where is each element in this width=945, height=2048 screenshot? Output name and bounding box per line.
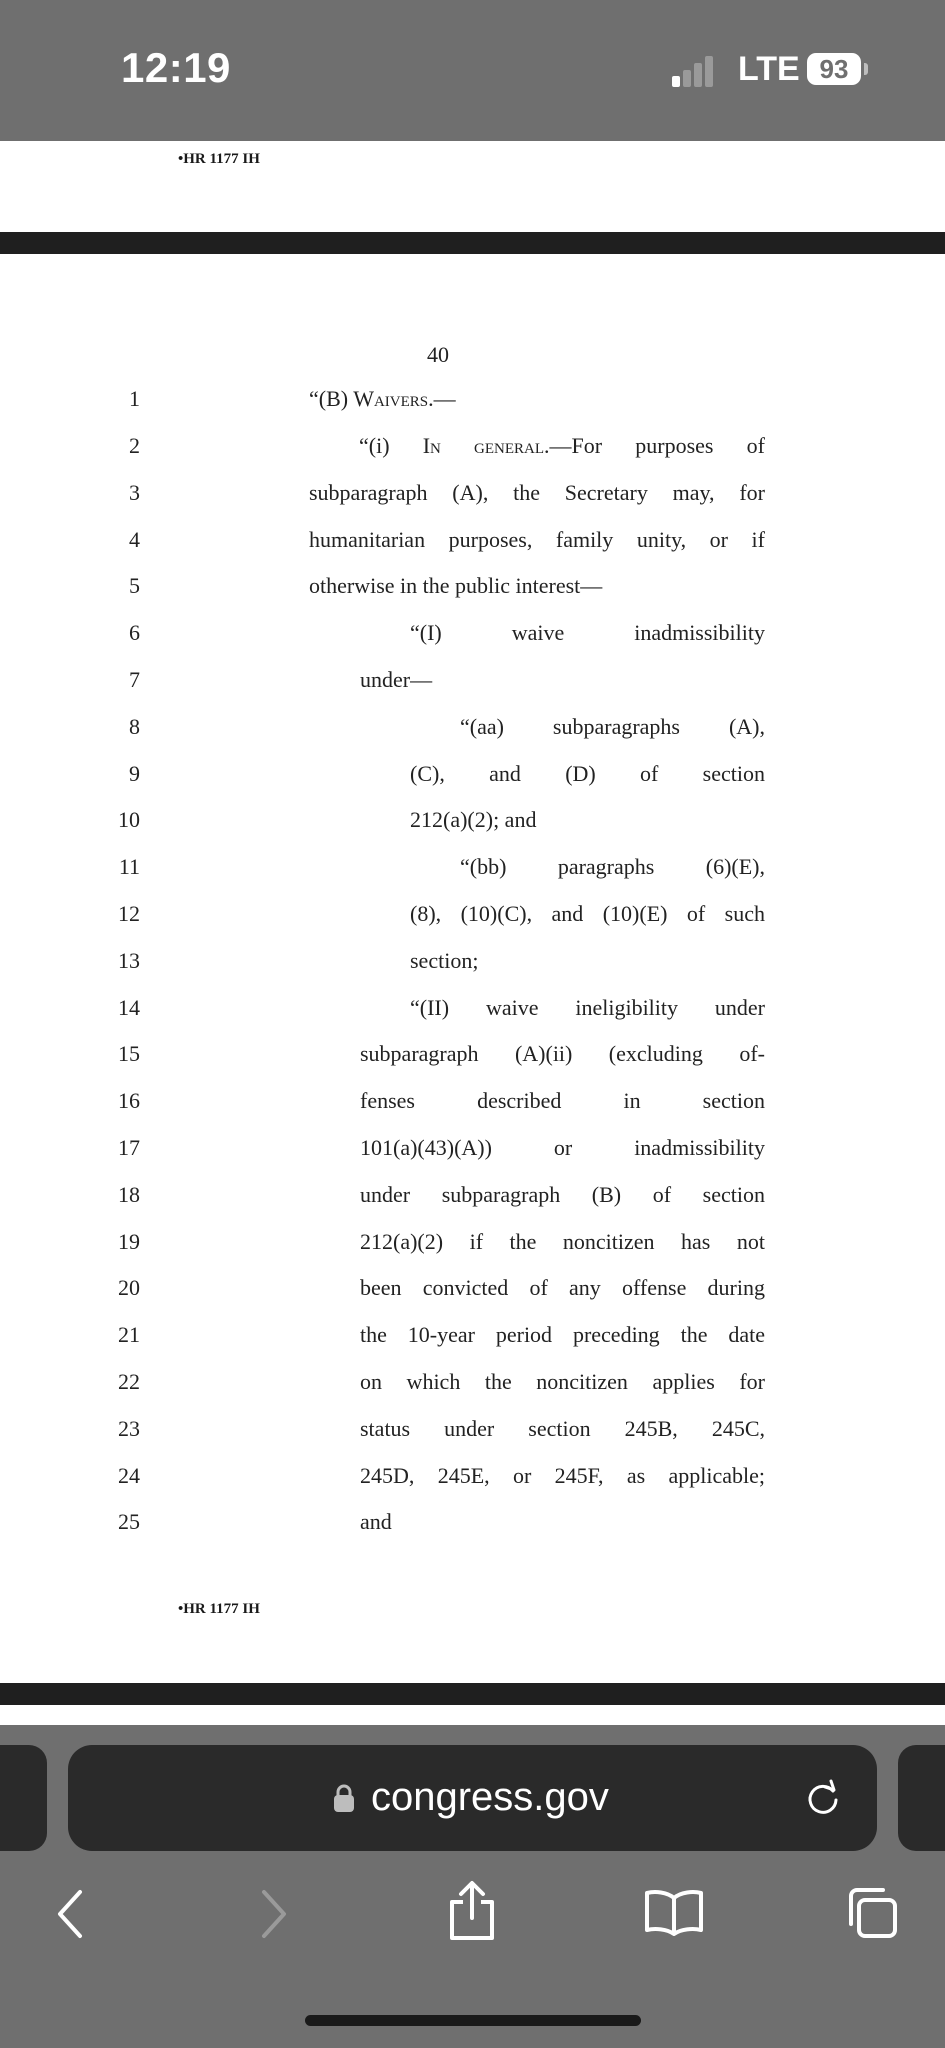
text-line: on which the noncitizen applies for [360,1369,765,1394]
line-number: 18 [118,1182,140,1207]
status-time: 12:19 [121,44,231,91]
line-number: 8 [129,714,140,739]
line-number: 10 [118,807,140,832]
text-line: 245D, 245E, or 245F, as applicable; [360,1463,765,1488]
text-line: subparagraph (A)(ii) (excluding of- [360,1041,765,1066]
line-number: 21 [118,1322,140,1347]
text-line: “(I) waive inadmissibility [410,620,765,645]
page-separator [0,1683,945,1705]
text-line: “(II) waive ineligibility under [410,995,765,1020]
page-header-label: •HR 1177 IH [178,151,260,167]
line-number: 15 [118,1041,140,1066]
line-number: 2 [129,433,140,458]
lock-icon [333,1783,355,1813]
line-number: 17 [118,1135,140,1160]
text-line: fenses described in section [360,1088,765,1113]
text-line: “(i) In general.—For purposes of [359,433,765,458]
page-footer-label: •HR 1177 IH [178,1601,260,1617]
line-number: 16 [118,1088,140,1113]
line-number: 3 [129,480,140,505]
text-line: “(aa) subparagraphs (A), [460,714,765,739]
text-line: (8), (10)(C), and (10)(E) of such [410,901,765,926]
share-icon[interactable] [446,1880,498,1942]
text-line: subparagraph (A), the Secretary may, for [309,480,765,505]
status-bar [0,0,945,141]
battery-level: 93 [819,54,849,84]
tabs-icon[interactable] [843,1884,901,1942]
text-line: the 10-year period preceding the date [360,1322,765,1347]
next-tab-preview[interactable] [898,1745,945,1851]
line-number: 25 [118,1509,140,1534]
forward-icon[interactable] [256,1888,292,1940]
line-number: 13 [118,948,140,973]
line-number: 7 [129,667,140,692]
url-text[interactable]: congress.gov [371,1775,609,1819]
line-number: 20 [118,1275,140,1300]
line-number: 12 [118,901,140,926]
line-number: 4 [129,527,140,552]
reload-icon[interactable] [803,1778,843,1818]
battery-icon [807,53,861,85]
page-number: 40 [427,342,449,367]
line-number: 14 [118,995,140,1020]
text-line: and [360,1509,392,1534]
network-type: LTE [738,50,800,88]
text-line: otherwise in the public interest— [309,573,603,598]
text-line: status under section 245B, 245C, [360,1416,765,1441]
text-line: section; [410,948,479,973]
line-number: 9 [129,761,140,786]
text-line: been convicted of any offense during [360,1275,765,1300]
text-line: 212(a)(2) if the noncitizen has not [360,1229,765,1254]
page-separator [0,232,945,254]
back-icon[interactable] [52,1888,88,1940]
text-line: under— [360,667,433,692]
text-line: (C), and (D) of section [410,761,765,786]
cellular-signal-icon [672,55,722,87]
previous-tab-preview[interactable] [0,1745,47,1851]
text-line: humanitarian purposes, family unity, or if [309,527,765,552]
line-number: 1 [129,386,140,411]
text-line: “(bb) paragraphs (6)(E), [460,854,765,879]
battery-tip [864,63,868,75]
home-indicator[interactable] [305,2015,641,2026]
line-number: 5 [129,573,140,598]
line-number: 22 [118,1369,140,1394]
text-line: 101(a)(43)(A)) or inadmissibility [360,1135,765,1160]
bookmarks-icon[interactable] [643,1888,705,1936]
line-number: 11 [118,854,140,879]
text-line: 212(a)(2); and [410,807,537,832]
line-number: 24 [118,1463,140,1488]
text-line: “(B) Waivers.— [309,386,456,411]
line-number: 6 [129,620,140,645]
line-number: 19 [118,1229,140,1254]
text-line: under subparagraph (B) of section [360,1182,765,1207]
line-number: 23 [118,1416,140,1441]
